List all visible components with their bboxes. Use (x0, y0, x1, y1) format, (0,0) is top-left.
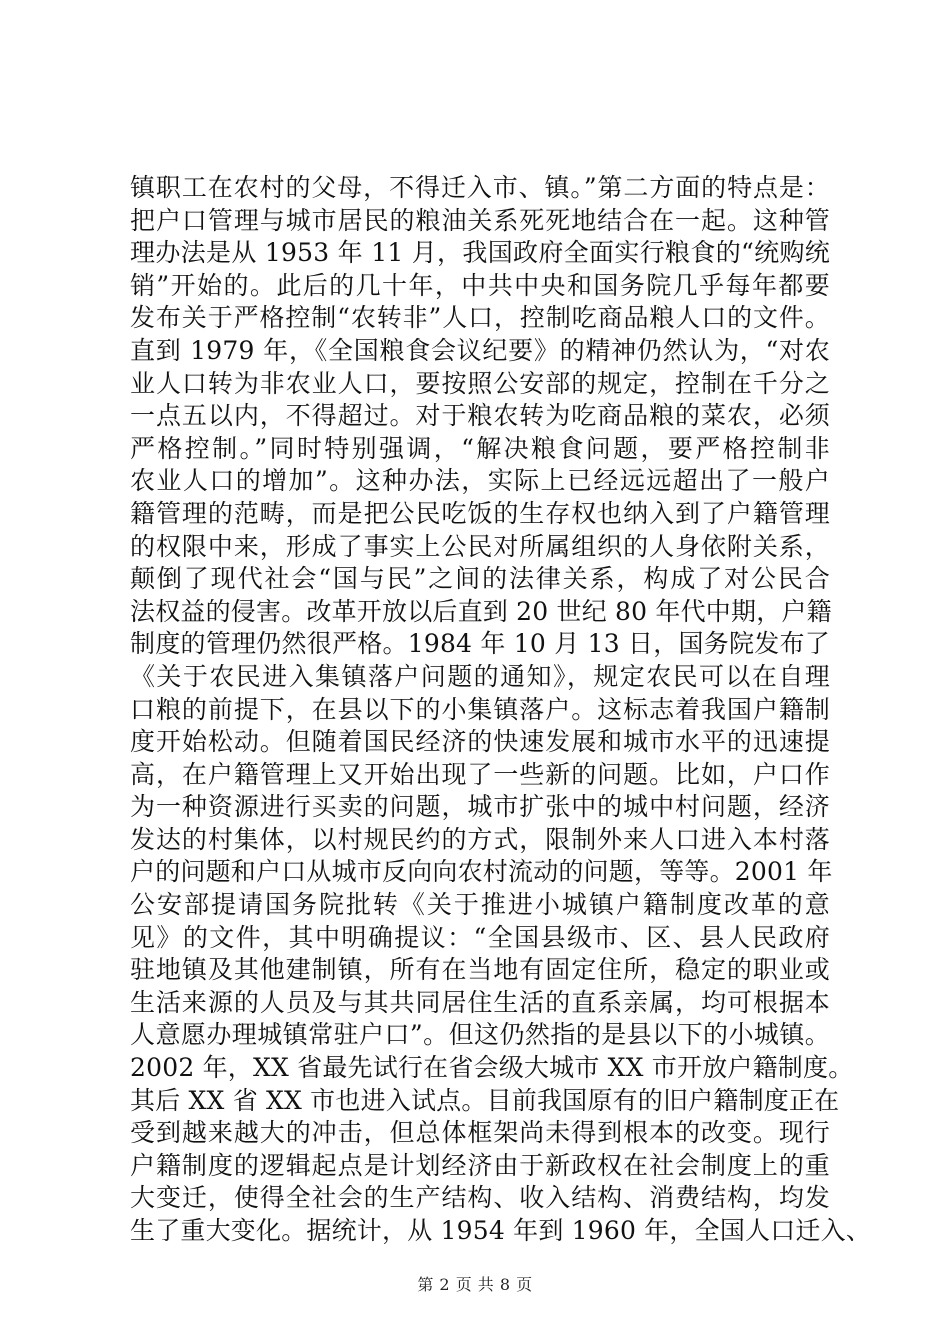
text-line: 发达的村集体，以村规民约的方式，限制外来人口进入本村落 (130, 824, 830, 854)
text-line: 为一种资源进行买卖的问题，城市扩张中的城中村问题，经济 (130, 792, 830, 822)
page-footer: 第 2 页 共 8 页 (417, 1275, 533, 1294)
text-line: 生活来源的人员及与其共同居住生活的直系亲属，均可根据本 (130, 987, 830, 1017)
text-line: 见》的文件，其中明确提议：“全国县级市、区、县人民政府 (130, 922, 830, 952)
text-line: 户籍制度的逻辑起点是计划经济由于新政权在社会制度上的重 (130, 1150, 830, 1180)
text-line: 镇职工在农村的父母，不得迁入市、镇。”第二方面的特点是： (130, 173, 830, 202)
text-line: 度开始松动。但随着国民经济的快速发展和城市水平的迅速提 (130, 727, 830, 757)
text-line: 受到越来越大的冲击，但总体框架尚未得到根本的改变。现行 (130, 1118, 830, 1148)
text-line: 严格控制。”同时特别强调，“解决粮食问题，要严格控制非 (130, 433, 830, 463)
text-line: 高，在户籍管理上又开始出现了一些新的问题。比如，户口作 (130, 759, 830, 789)
text-line: 人意愿办理城镇常驻户口”。但这仍然指的是县以下的小城镇。 (130, 1020, 830, 1050)
text-line: 其后 XX 省 XX 市也进入试点。目前我国原有的旧户籍制度正在 (130, 1085, 840, 1115)
text-line: 制度的管理仍然很严格。1984 年 10 月 13 日，国务院发布了 (130, 629, 830, 659)
text-line: 农业人口的增加”。这种办法，实际上已经远远超出了一般户 (130, 466, 830, 496)
text-line: 大变迁，使得全社会的生产结构、收入结构、消费结构，均发 (130, 1183, 830, 1213)
text-line: 颠倒了现代社会“国与民”之间的法律关系，构成了对公民合 (130, 564, 830, 594)
text-line: 公安部提请国务院批转《关于推进小城镇户籍制度改革的意 (130, 890, 830, 920)
text-line: 口粮的前提下，在县以下的小集镇落户。这标志着我国户籍制 (130, 694, 830, 724)
body-text (130, 172, 872, 1248)
text-line: 2002 年，XX 省最先试行在省会级大城市 XX 市开放户籍制度。 (130, 1053, 854, 1083)
text-line: 生了重大变化。据统计，从 1954 年到 1960 年，全国人口迁入、 (130, 1216, 872, 1245)
text-line: 销”开始的。此后的几十年，中共中央和国务院几乎每年都要 (130, 270, 830, 300)
text-line: 户的问题和户口从城市反向向农村流动的问题，等等。2001 年 (130, 857, 833, 887)
text-line: 发布关于严格控制“农转非”人口，控制吃商品粮人口的文件。 (130, 303, 830, 333)
text-line: 把户口管理与城市居民的粮油关系死死地结合在一起。这种管 (130, 205, 830, 235)
text-line: 籍管理的范畴，而是把公民吃饭的生存权也纳入到了户籍管理 (130, 498, 830, 528)
text-line: 一点五以内，不得超过。对于粮农转为吃商品粮的菜农，必须 (130, 401, 830, 431)
text-line: 直到 1979 年，《全国粮食会议纪要》的精神仍然认为，“对农 (130, 335, 830, 365)
text-line: 驻地镇及其他建制镇，所有在当地有固定住所，稳定的职业或 (130, 955, 830, 985)
text-line: 业人口转为非农业人口，要按照公安部的规定，控制在千分之 (130, 368, 830, 398)
text-line: 的权限中来，形成了事实上公民对所属组织的人身依附关系， (130, 531, 830, 561)
text-line: 理办法是从 1953 年 11 月，我国政府全面实行粮食的“统购统 (130, 238, 830, 268)
text-line: 法权益的侵害。改革开放以后直到 20 世纪 80 年代中期，户籍 (130, 596, 832, 626)
text-line: 《关于农民进入集镇落户问题的通知》，规定农民可以在自理 (130, 661, 830, 691)
